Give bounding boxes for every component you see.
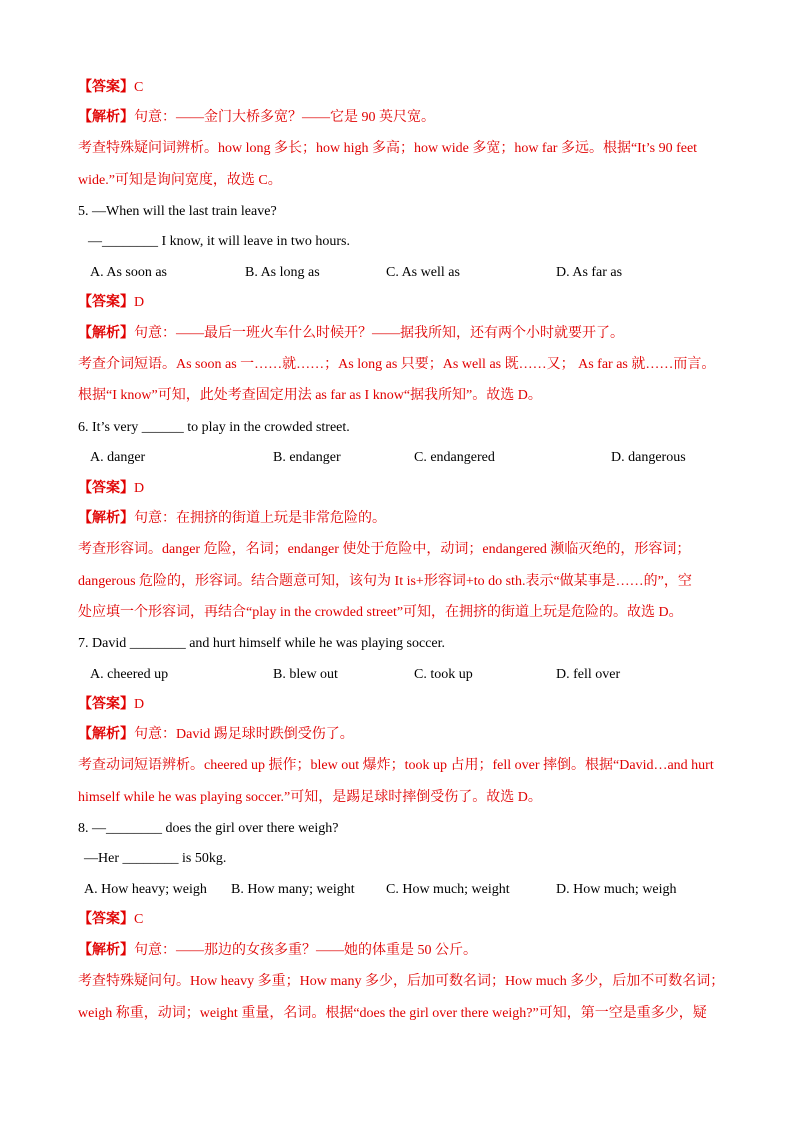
q7-option-b: B. blew out	[273, 667, 338, 682]
explain-line: dangerous 危险的，形容词。结合题意可知，该句为 It is+形容词+to do sth.表示“做某事是……的”，空	[78, 574, 692, 589]
explain-line: 考查特殊疑问词辨析。how long 多长；how high 多高；how wide 多宽；how far 多远。根据“It’s 90 feet	[78, 141, 698, 156]
answer-value: C	[134, 912, 144, 927]
explain-line: 处应填一个形容词，再结合“play in the crowded street”可知，在拥挤的街道上玩是危险的。故选 D。	[78, 605, 683, 620]
answer-tag: 【答案】	[78, 80, 134, 95]
q6-answer	[78, 479, 144, 499]
q6-stem: 6. It’s very ______ to play in the crowded street.	[78, 420, 350, 435]
q4-translation-line	[78, 108, 435, 128]
q6-option-a: A. danger	[90, 450, 146, 465]
translation-text: 句意：——最后一班火车什么时候开？——据我所知，还有两个小时就要开了。	[134, 326, 624, 341]
explain-line: wide.”可知是询问宽度，故选 C。	[78, 173, 282, 188]
answer-value: D	[134, 481, 145, 496]
q6-translation-line	[78, 509, 386, 529]
explain-line: 根据“I know”可知，此处考查固定用法 as far as I know“据我所知”。故选 D。	[78, 388, 542, 403]
answer-value: D	[134, 295, 145, 310]
analysis-tag: 【解析】	[78, 326, 134, 341]
answer-tag: 【答案】	[78, 912, 134, 927]
q8-option-c: C. How much; weight	[386, 882, 510, 897]
q8-translation-line	[78, 941, 477, 961]
translation-text: 句意：David 踢足球时跌倒受伤了。	[134, 727, 354, 742]
q8-answer	[78, 910, 143, 930]
q5-answer	[78, 293, 144, 313]
explain-line: 考查介词短语。As soon as 一……就……；As long as 只要；As well as 既……又； As far as 就……而言。	[78, 357, 716, 372]
analysis-tag: 【解析】	[78, 110, 134, 125]
translation-text: 句意：——那边的女孩多重？——她的体重是 50 公斤。	[134, 943, 477, 958]
q7-answer	[78, 695, 144, 715]
q4-answer	[78, 78, 143, 98]
q6-option-b: B. endanger	[273, 450, 341, 465]
q6-option-d: D. dangerous	[611, 450, 686, 465]
q5-translation-line	[78, 324, 624, 344]
explain-line: 考查动词短语辨析。cheered up 振作；blew out 爆炸；took up 占用；fell over 摔倒。根据“David…and hurt	[78, 758, 714, 773]
answer-tag: 【答案】	[78, 481, 134, 496]
translation-text: 句意：在拥挤的街道上玩是非常危险的。	[134, 511, 386, 526]
explain-line: 考查形容词。danger 危险，名词；endanger 使处于危险中，动词；endangered 濒临灭绝的，形容词；	[78, 542, 691, 557]
analysis-tag: 【解析】	[78, 943, 134, 958]
q8-option-b: B. How many; weight	[231, 882, 355, 897]
analysis-tag: 【解析】	[78, 727, 134, 742]
answer-tag: 【答案】	[78, 295, 134, 310]
explain-line: 考查特殊疑问句。How heavy 多重；How many 多少，后加可数名词；How much 多少，后加不可数名词；	[78, 974, 725, 989]
q7-stem: 7. David ________ and hurt himself while he was playing soccer.	[78, 636, 446, 651]
q5-option-c: C. As well as	[386, 265, 460, 280]
translation-text: 句意：——金门大桥多宽？——它是 90 英尺宽。	[134, 110, 435, 125]
q5-option-a: A. As soon as	[90, 265, 168, 280]
q8-stem-2: —Her ________ is 50kg.	[84, 851, 227, 866]
answer-tag: 【答案】	[78, 697, 134, 712]
q8-option-a: A. How heavy; weigh	[84, 882, 207, 897]
q7-option-c: C. took up	[414, 667, 473, 682]
q8-stem: 8. —________ does the girl over there weigh?	[78, 821, 339, 836]
q7-option-a: A. cheered up	[90, 667, 169, 682]
q5-option-b: B. As long as	[245, 265, 320, 280]
q5-stem-2: —________ I know, it will leave in two hours.	[88, 234, 350, 249]
explain-line: himself while he was playing soccer.”可知，是踢足球时摔倒受伤了。故选 D。	[78, 790, 542, 805]
q5-option-d: D. As far as	[556, 265, 623, 280]
analysis-tag: 【解析】	[78, 511, 134, 526]
q5-stem: 5. —When will the last train leave?	[78, 204, 277, 219]
answer-value: D	[134, 697, 145, 712]
explain-line: weigh 称重，动词；weight 重量，名词。根据“does the girl over there weigh?”可知，第一空是重多少，疑	[78, 1006, 707, 1021]
q8-option-d: D. How much; weigh	[556, 882, 677, 897]
q6-option-c: C. endangered	[414, 450, 495, 465]
q7-option-d: D. fell over	[556, 667, 621, 682]
answer-value: C	[134, 80, 144, 95]
q7-translation-line	[78, 725, 354, 745]
